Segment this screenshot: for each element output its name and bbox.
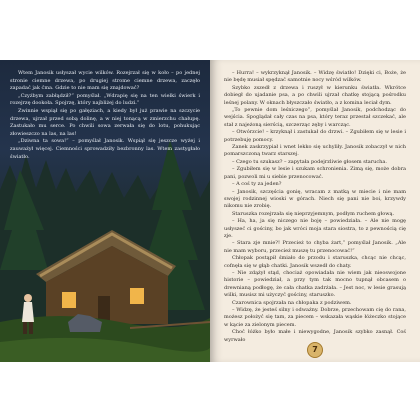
right-paragraph: Zanek zaskrzypiał i wnet lekko się uchyliły. Janosik zobaczył w nich pomarszczoną twarz starszej. — [224, 144, 406, 158]
right-paragraph: Chłopak postąpił śmiało do przodu i staruszka, chcąc nie chcąc, cofnęła się w głąb chatki. Janosik wszedł do chaty. — [224, 255, 406, 269]
right-paragraph: Czarownica spojrzała na chłopaka z podziwem. — [232, 299, 352, 306]
right-paragraph: – Widzę, że jesteś silny i odważny. Dobrze, przechowam cię do rana, możesz położyć się tam, za piecem – wskazała wąskie łóżeczko stojące w kącie za zielonym piecem. — [224, 307, 406, 328]
right-paragraph: – Otwórzcie! – krzyknął i zastukał do drzwi. – Zgubiłem się w lesie i potrzebuję pomocy. — [224, 129, 406, 143]
right-paragraph: Szybko zszedł z drzewa i ruszył w kierunku światła. Wkrótce dobiegł do ujadanie psa, a po chwili ujrzał chatkę stojącą pośrodku leśnej polany. W oknach błyszczało światło, a z komina leciał dym. — [224, 84, 406, 106]
right-paragraph: – A coś ty za jeden? — [232, 181, 282, 188]
left-page-text — [10, 70, 200, 161]
left-page-illustration — [0, 60, 210, 362]
left-paragraph: „Dziwna ta sowa!” – pomyślał Janosik. Wspiął się jeszcze wyżej i zauważył więcej. Ciemności sprowadziły bezbronny las. Wtem zastygłało światło. — [10, 138, 200, 160]
right-paragraph: – Janosik, szczęścia gonię, wracam z matką w miecie i nie mam swojej rodzinnej wioski w górach. Niech się pani nie boi, krzywdy nikomu nie zrobię. — [224, 188, 406, 210]
right-paragraph: – Czego tu szukasz? – zapytała podejrzliwie głosem starucha. — [232, 158, 387, 165]
right-paragraph: – Hurra! – wykrzyknął Janosik. – Widzę światło! Dzięki ci, Boże, że nie będę musiał spędzać samotnie nocy wśród wilków. — [224, 70, 406, 84]
left-paragraph: Wtem Janosik usłyszał wycie wilków. Rozejrzał się w koło – po jednej stronie ciemne drzewa, po drugiej strome ciemne drzewa, zaczęło zapadać jak ćma. Gdzie to nie mam się znajdować? — [10, 70, 200, 92]
left-paragraph: Zwinnie wspiął się po gałęziach, a kiedy był już prawie na szczycie drzewa, ujrzał przed sobą dolinę, a w niej tonącą w zmierzchu chałupę. Zastukało mu serce. Po chwili sowa zerwała się do lotu, pohukując złowieszczo na las, na las! — [10, 107, 200, 137]
left-paragraph: „Czyżbym zabłądził?” pomyślał. „Wdrapię się na ten wielki świerk i rozejrzę dookoła. Spojrzę, który najbliżej do ludzi.” — [10, 92, 200, 107]
right-paragraph: – Ha, ha, ja się niczego nie boję – powiedziała. – Ale nie mogę usłyszeć ci gościny, bo jak wróci moja stara siostra, to z pewnością cię zje. — [224, 218, 406, 239]
page-number-badge: 7 — [307, 342, 323, 358]
right-paragraph: „To pewnie dom leśniczego”, pomyślał Janosik, podchodząc do wejścia. Spoglądał cały czas na psa, który teraz przestał szczekać, ale stał z najeżoną sierścią, szczerząc zęby i warcząc. — [224, 107, 406, 128]
right-page — [210, 60, 420, 362]
right-paragraph: – Zgubiłem się w lesie i szukam schronienia. Zimą się, może dobra pani, pozwoli mi u siebie przenocować. — [224, 166, 406, 180]
book-spread — [0, 60, 420, 362]
right-page-text — [224, 70, 406, 344]
right-paragraph: Staruszka rozejrzała się nieprzyjemnym, podłym ruchem głową. — [232, 210, 395, 217]
right-paragraph: – Nie zdążył stąd, chociaż opowiadała nie wiem jak nieoswojone historie – powiedział, a przy tym tak mocno tupnął obcasem o drewnianą podłogę, że cała chatka zadrżała. – Jest noc, w lesie grasują wilki, musisz mi użyczyć gościny, staruszko. — [224, 269, 406, 299]
right-paragraph: – Stara zje mnie?! Przecież to chyba żart,” pomyślał Janosik. „Ale nie mam wyboru, przecież muszę tu przenocować!” — [224, 240, 406, 254]
right-paragraph: Choć łóżko było małe i niewygodne, Janosik szybko zasnął. Coś wyrwało — [224, 329, 406, 343]
